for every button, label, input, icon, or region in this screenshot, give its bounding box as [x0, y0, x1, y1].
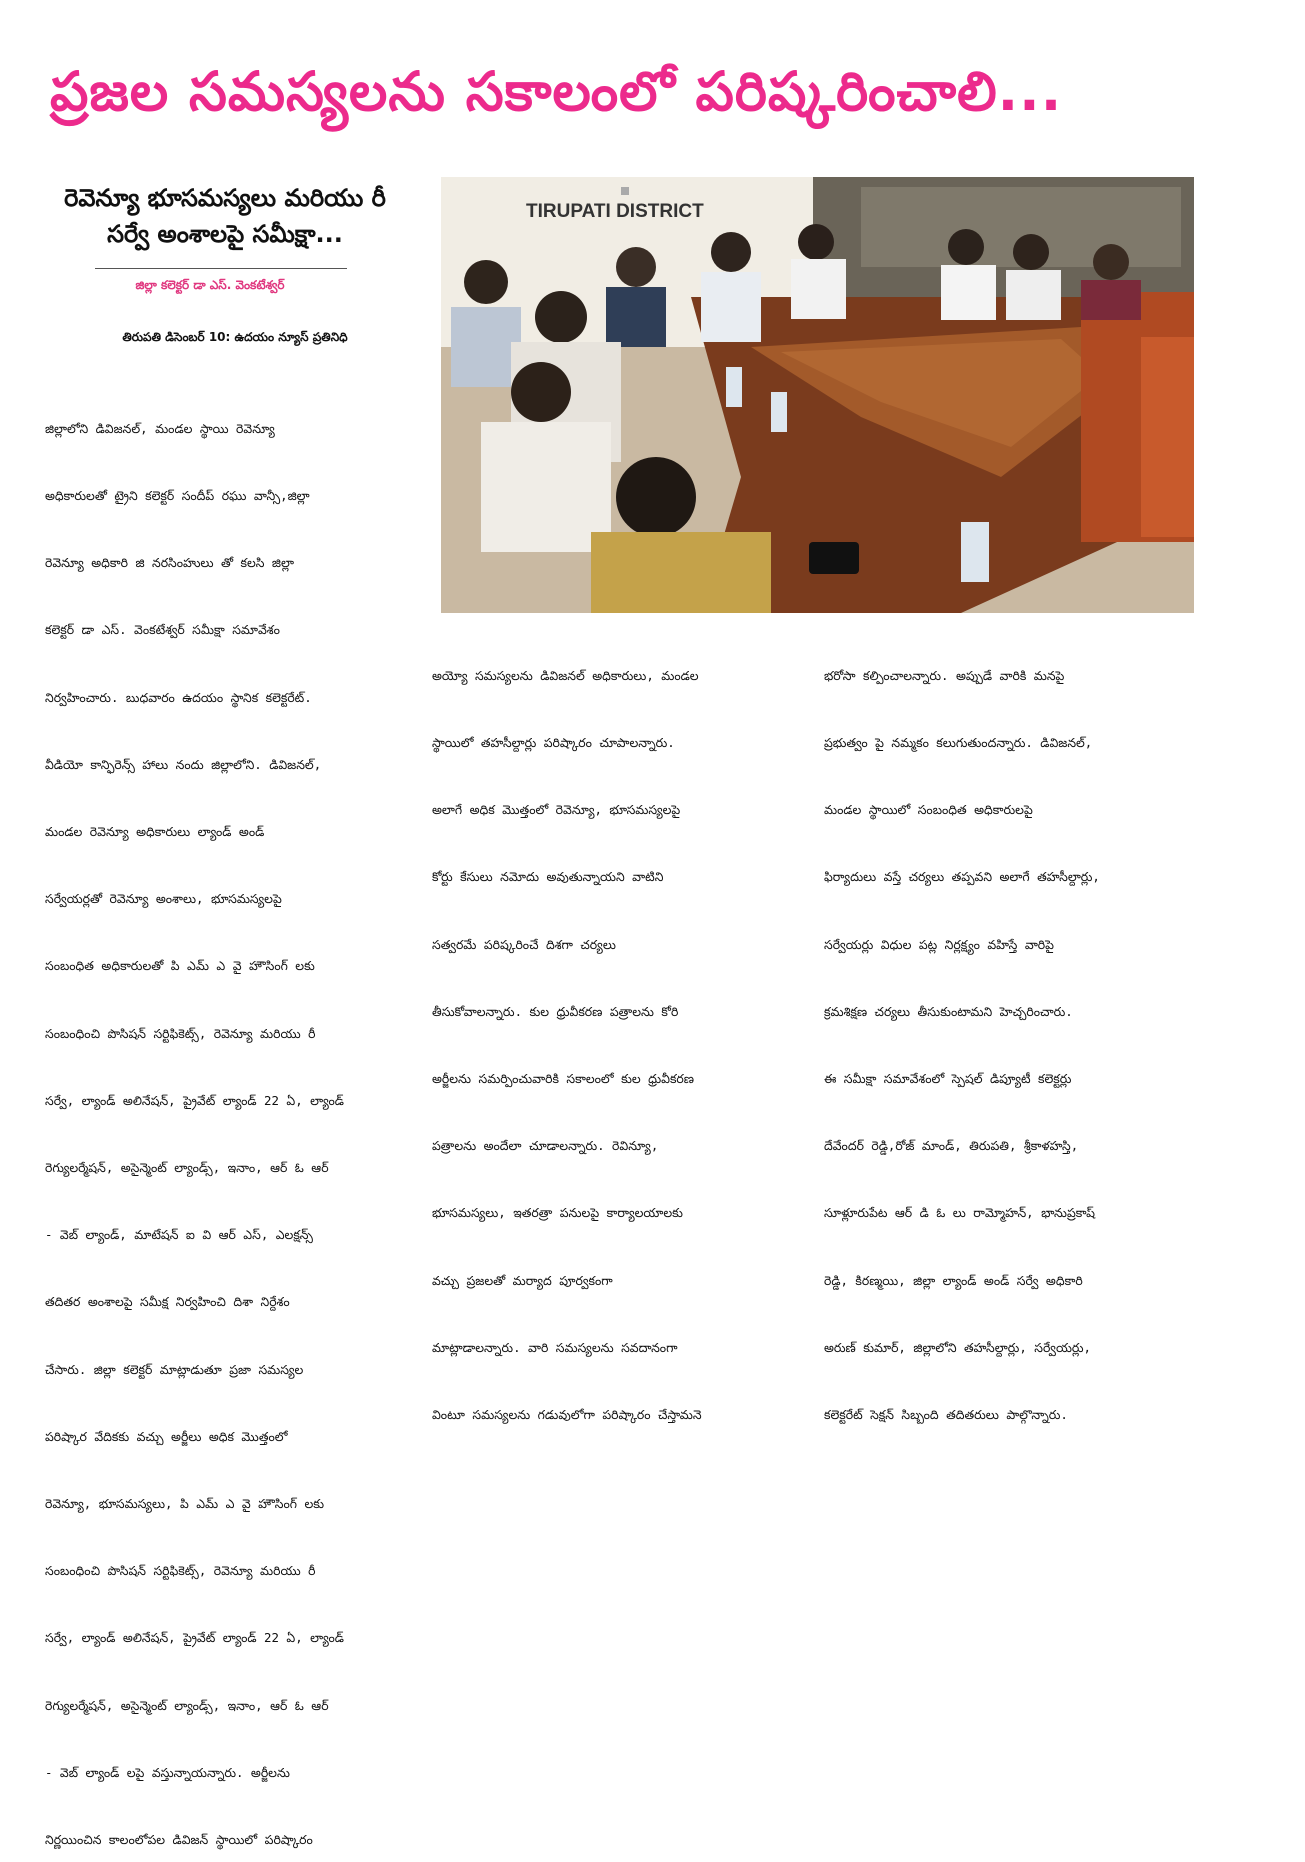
- meeting-photo: [441, 177, 1194, 613]
- text-line: మాట్లాడాలన్నారు. వారి సమస్యలను సవదానంగా: [432, 1339, 678, 1355]
- subheadline-line: సర్వే అంశాలపై సమీక్షా...: [107, 220, 343, 248]
- text-line: - వెబ్ ల్యాండ్, మాటేషన్ ఐ వి ఆర్ ఎస్, ఎలక్షన్స్: [45, 1227, 313, 1243]
- text-line: వీడియో కాన్ఫిరెన్స్ హాలు నందు జిల్లాలోని. డివిజనల్,: [45, 756, 322, 772]
- text-line: భూసమస్యలు, ఇతరత్రా పనులపై కార్యాలయాలకు: [432, 1205, 683, 1221]
- text-line: జిల్లాలోని డివిజనల్, మండల స్థాయి రెవెన్యూ: [45, 420, 275, 436]
- text-line: అరుణ్ కుమార్, జిల్లాలోని తహసీల్దార్లు, సర్వేయర్లు,: [824, 1339, 1092, 1355]
- text-line: ప్రభుత్వం పై నమ్మకం కలుగుతుందన్నారు. డివిజనల్,: [824, 735, 1093, 751]
- text-line: రెగ్యులర్మేషన్, అసైన్మెంట్ ల్యాండ్స్, ఇనాం, ఆర్ ఓ ఆర్: [45, 1160, 329, 1176]
- text-line: భరోసా కల్పించాలన్నారు. అప్పుడే వారికి మనపై: [824, 667, 1065, 683]
- text-line: సంబంధిత అధికారులతో పి ఎమ్ ఎ వై హౌసింగ్ లకు: [45, 958, 315, 974]
- text-line: పత్రాలను అందేలా చూడాలన్నారు. రెవిన్యూ,: [432, 1138, 659, 1154]
- text-line: చేసారు. జిల్లా కలెక్టర్ మాట్లాడుతూ ప్రజా సమస్యల: [45, 1361, 304, 1377]
- headline: ప్రజల సమస్యలను సకాలంలో పరిష్కరించాలి...: [50, 60, 1063, 123]
- byline-divider: [95, 268, 347, 269]
- text-line: కలెక్టర్ డా ఎస్. వెంకటేశ్వర్ సమీక్షా సమావేశం: [45, 622, 280, 638]
- text-line: సత్వరమే పరిష్కరించే దిశగా చర్యలు: [432, 936, 616, 952]
- text-line: మండల రెవెన్యూ అధికారులు ల్యాండ్ అండ్: [45, 824, 265, 840]
- text-line: వింటూ సమస్యలను గడువులోగా పరిష్కారం చేస్తామనె: [432, 1407, 702, 1423]
- text-line: తదితర అంశాలపై సమీక్ష నిర్వహించి దిశా నిర్దేశం: [45, 1294, 290, 1310]
- text-line: స్థాయిలో తహసీల్దార్లు పరిష్కారం చూపాలన్నారు.: [432, 735, 675, 751]
- text-line: అర్జీలను సమర్పించువారికి సకాలంలో కుల ధ్రువీకరణ: [432, 1071, 694, 1087]
- text-line: క్రమశిక్షణ చర్యలు తీసుకుంటామని హెచ్చరించారు.: [824, 1003, 1073, 1019]
- article-column-2: [432, 620, 817, 1449]
- text-line: రెడ్డి, కిరణ్మయి, జిల్లా ల్యాండ్ అండ్ సర్వే అధికారి: [824, 1272, 1083, 1288]
- text-line: అలాగే అధిక మొత్తంలో రెవెన్యూ, భూసమస్యలపై: [432, 802, 681, 818]
- dateline: తిరుపతి డిసెంబర్ 10: ఉదయం న్యూస్ ప్రతినిధి: [122, 330, 348, 344]
- text-line: పరిష్కార వేదికకు వచ్చు అర్జీలు అధిక మొత్తంలో: [45, 1428, 288, 1444]
- text-line: రెవెన్యూ అధికారి జి నరసింహులు తో కలసి జిల్లా: [45, 555, 294, 571]
- text-line: రెవెన్యూ, భూసమస్యలు, పి ఎమ్ ఎ వై హౌసింగ్ లకు: [45, 1496, 325, 1512]
- photo-sign-text: TIRUPATI DISTRICT: [526, 201, 704, 222]
- article-column-3: [824, 620, 1202, 1449]
- text-line: వచ్చు ప్రజలతో మర్యాద పూర్వకంగా: [432, 1272, 613, 1288]
- subheadline: [40, 180, 410, 252]
- text-line: తీసుకోవాలన్నారు. కుల ధ్రువీకరణ పత్రాలను కోరి: [432, 1003, 679, 1019]
- text-line: కోర్టు కేసులు నమోదు అవుతున్నాయని వాటిని: [432, 869, 664, 885]
- text-line: సూళ్లూరుపేట ఆర్ డి ఓ లు రామ్మోహన్, భానుప్రకాష్: [824, 1205, 1095, 1221]
- text-line: సర్వే, ల్యాండ్ అలినేషన్, ప్రైవేట్ ల్యాండ్ 22 ఏ, ల్యాండ్: [45, 1630, 344, 1646]
- text-line: రెగ్యులర్మేషన్, అసైన్మెంట్ ల్యాండ్స్, ఇనాం, ఆర్ ఓ ఆర్: [45, 1697, 329, 1713]
- article-column-1: [45, 373, 415, 1862]
- text-line: సర్వేయర్లు విధుల పట్ల నిర్లక్ష్యం వహిస్తే వారిపై: [824, 936, 1054, 952]
- text-line: దేవేందర్ రెడ్డి,రోజ్ మాండ్, తిరుపతి, శ్రీకాళహస్తి,: [824, 1138, 1079, 1154]
- text-line: ఈ సమీక్షా సమావేశంలో స్పెషల్ డిప్యూటీ కలెక్టర్లు: [824, 1071, 1072, 1087]
- text-line: సంబంధించి పొసిషన్ సర్టిఫికెట్స్, రెవెన్యూ మరియు రీ: [45, 1025, 316, 1041]
- text-line: అయ్యో సమస్యలను డివిజనల్ అధికారులు, మండల: [432, 667, 699, 683]
- text-line: సర్వేయర్లతో రెవెన్యూ అంశాలు, భూసమస్యలపై: [45, 891, 282, 907]
- text-line: నిర్వహించారు. బుధవారం ఉదయం స్థానిక కలెక్టరేట్.: [45, 689, 312, 705]
- subheadline-line: రెవెన్యూ భూసమస్యలు మరియు రీ: [64, 184, 386, 212]
- text-line: అధికారులతో ట్రైని కలెక్టర్ సందీప్ రఘు వాన్సీ,జిల్లా: [45, 488, 310, 504]
- text-line: కలెక్టరేట్ సెక్షన్ సిబ్బంది తదితరులు పాల్గొన్నారు.: [824, 1407, 1068, 1423]
- text-line: మండల స్థాయిలో సంబంధిత అధికారులపై: [824, 802, 1033, 818]
- text-line: ఫిర్యాదులు వస్తే చర్యలు తప్పవని అలాగే తహసీల్దార్లు,: [824, 869, 1100, 885]
- text-line: సంబంధించి పొసిషన్ సర్టిఫికెట్స్, రెవెన్యూ మరియు రీ: [45, 1563, 316, 1579]
- text-line: నిర్ణయించిన కాలంలోపల డివిజన్ స్థాయిలో పరిష్కారం: [45, 1832, 313, 1848]
- byline: జిల్లా కలెక్టర్ డా ఎస్. వెంకటేశ్వర్: [135, 278, 285, 292]
- text-line: - వెబ్ ల్యాండ్ లపై వస్తున్నాయన్నారు. అర్జీలను: [45, 1764, 290, 1780]
- text-line: సర్వే, ల్యాండ్ అలినేషన్, ప్రైవేట్ ల్యాండ్ 22 ఏ, ల్యాండ్: [45, 1092, 344, 1108]
